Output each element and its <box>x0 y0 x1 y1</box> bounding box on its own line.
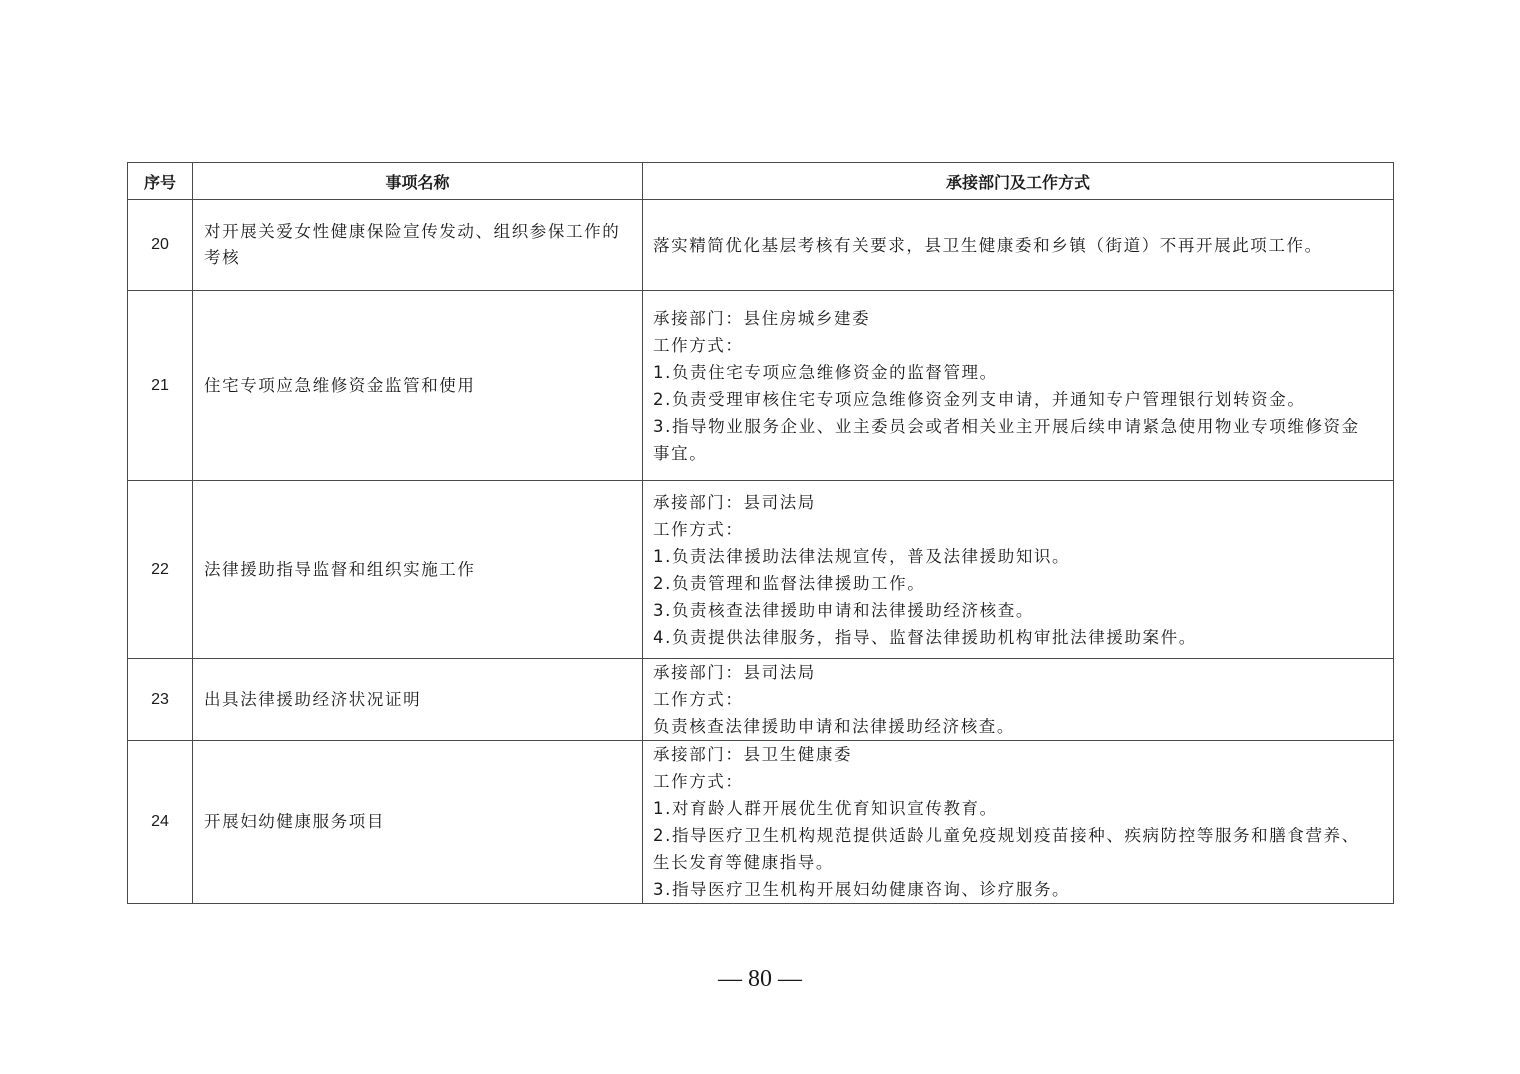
row-item-name <box>193 659 643 741</box>
header-department-method: 承接部门及工作方式 <box>643 163 1394 200</box>
dept-line: 工作方式： <box>653 772 744 791</box>
item-line: 对开展关爱女性健康保险宣传发动、组织参保工作的 <box>204 222 621 241</box>
item-line: 考核 <box>204 248 241 267</box>
item-line: 开展妇幼健康服务项目 <box>204 812 385 831</box>
dept-line: 1.对育龄人群开展优生优育知识宣传教育。 <box>653 799 998 818</box>
row-item-name <box>193 481 643 659</box>
row-department-method <box>643 200 1394 291</box>
dept-line: 生长发育等健康指导。 <box>653 853 834 872</box>
table-header-row <box>128 163 1394 200</box>
table-row <box>128 200 1394 291</box>
header-serial-number: 序号 <box>128 163 193 200</box>
item-line: 住宅专项应急维修资金监管和使用 <box>204 375 476 395</box>
dept-line: 3.指导医疗卫生机构开展妇幼健康咨询、诊疗服务。 <box>653 880 1071 899</box>
dept-line: 事宜。 <box>653 443 708 463</box>
table-row <box>128 481 1394 659</box>
dept-line: 2.负责管理和监督法律援助工作。 <box>653 573 926 593</box>
page-number: — 80 — <box>718 966 802 992</box>
dept-line: 落实精简优化基层考核有关要求，县卫生健康委和乡镇（街道）不再开展此项工作。 <box>653 235 1323 255</box>
dept-line: 3.指导物业服务企业、业主委员会或者相关业主开展后续申请紧急使用物业专项维修资金 <box>653 416 1360 436</box>
item-line: 出具法律援助经济状况证明 <box>204 689 422 709</box>
header-item-name: 事项名称 <box>193 163 643 200</box>
dept-line: 2.指导医疗卫生机构规范提供适龄儿童免疫规划疫苗接种、疾病防控等服务和膳食营养、 <box>653 826 1360 845</box>
row-serial-number: 23 <box>128 659 193 741</box>
dept-line: 工作方式： <box>653 335 744 355</box>
row-serial-number: 24 <box>128 741 193 904</box>
dept-line: 工作方式： <box>653 690 744 709</box>
row-serial-number: 22 <box>128 481 193 659</box>
dept-line: 工作方式： <box>653 519 744 539</box>
dept-line: 承接部门：县住房城乡建委 <box>653 308 871 328</box>
dept-line: 负责核查法律援助申请和法律援助经济核查。 <box>653 717 1015 736</box>
dept-line: 1.负责法律援助法律法规宣传，普及法律援助知识。 <box>653 546 1071 566</box>
row-department-method <box>643 659 1394 741</box>
dept-line: 1.负责住宅专项应急维修资金的监督管理。 <box>653 362 998 382</box>
table-row <box>128 741 1394 904</box>
row-item-name <box>193 200 643 291</box>
matters-table <box>127 162 1394 904</box>
dept-line: 承接部门：县司法局 <box>653 492 816 512</box>
row-item-name <box>193 291 643 481</box>
item-line: 法律援助指导监督和组织实施工作 <box>204 559 476 579</box>
table-row <box>128 291 1394 481</box>
dept-line: 3.负责核查法律援助申请和法律援助经济核查。 <box>653 600 1034 620</box>
dept-line: 承接部门：县司法局 <box>653 663 816 682</box>
row-department-method <box>643 291 1394 481</box>
table-row <box>128 659 1394 741</box>
dept-line: 承接部门：县卫生健康委 <box>653 745 853 764</box>
dept-line: 2.负责受理审核住宅专项应急维修资金列支申请，并通知专户管理银行划转资金。 <box>653 389 1306 409</box>
row-serial-number: 21 <box>128 291 193 481</box>
row-serial-number: 20 <box>128 200 193 291</box>
row-department-method <box>643 481 1394 659</box>
row-department-method <box>643 741 1394 904</box>
dept-line: 4.负责提供法律服务，指导、监督法律援助机构审批法律援助案件。 <box>653 627 1197 647</box>
row-item-name <box>193 741 643 904</box>
